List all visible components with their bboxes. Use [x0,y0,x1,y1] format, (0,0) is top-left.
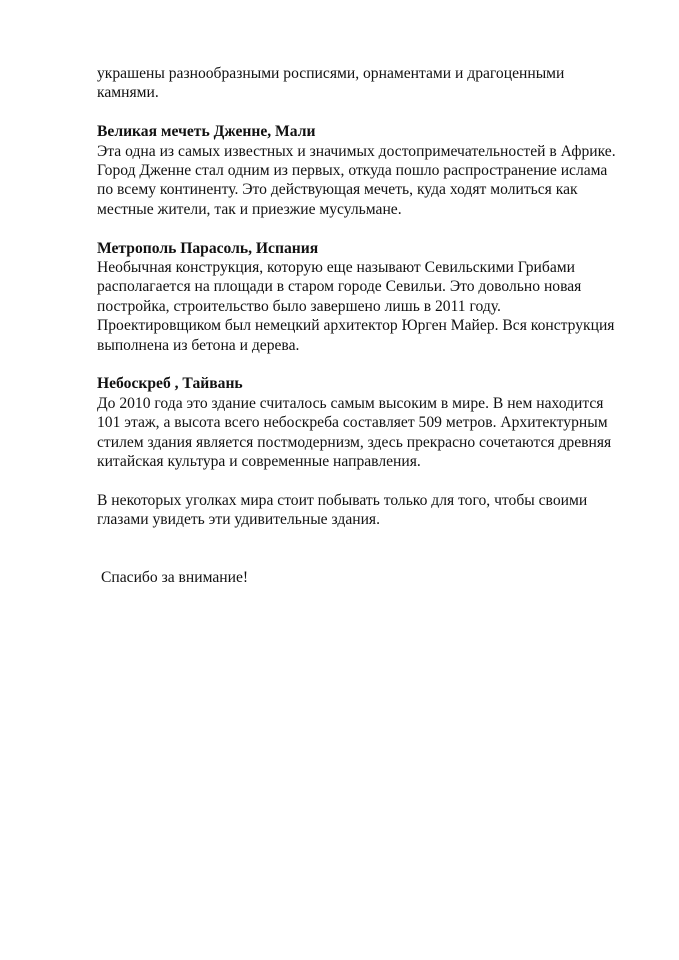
section-line: Эта одна из самых известных и значимых достопримечательностей в Африке. [97,142,616,160]
section-line: стилем здания является постмодернизм, здесь прекрасно сочетаются древняя [97,433,612,451]
spacer [97,549,642,568]
conclusion-paragraph [97,491,642,530]
section-line: Проектировщиком был немецкий архитектор Юрген Майер. Вся конструкция [97,317,615,335]
intro-line: камнями. [97,84,159,102]
spacer [97,103,642,122]
section-djenne [97,122,642,219]
spacer [97,355,642,374]
section-taipei-skyscraper [97,374,642,471]
intro-paragraph [97,64,642,103]
section-line: по всему континенту. Это действующая мечеть, куда ходят молиться как [97,181,578,199]
spacer [97,219,642,238]
section-line: 101 этаж, а высота всего небоскреба составляет 509 метров. Архитектурным [97,414,608,432]
section-line: выполнена из бетона и дерева. [97,336,300,354]
spacer [97,530,642,549]
section-line: располагается на площади в старом городе Севильи. Это довольно новая [97,278,582,296]
document-page [97,64,642,588]
section-title: Метрополь Парасоль, Испания [97,239,319,257]
section-line: До 2010 года это здание считалось самым высоким в мире. В нем находится [97,394,604,412]
section-line: местные жители, так и приезжие мусульмане. [97,200,402,218]
section-line: Необычная конструкция, которую еще называют Севильскими Грибами [97,259,575,277]
section-line: Город Дженне стал одним из первых, откуда пошло распространение ислама [97,162,608,180]
section-title: Небоскреб , Тайвань [97,375,243,393]
section-metropol-parasol [97,239,642,355]
conclusion-line: В некоторых уголках мира стоит побывать только для того, чтобы своими [97,491,588,509]
section-line: постройка, строительство было завершено лишь в 2011 году. [97,297,501,315]
conclusion-line: глазами увидеть эти удивительные здания. [97,511,381,529]
spacer [97,471,642,490]
intro-line: украшены разнообразными росписями, орнаментами и драгоценными [97,65,565,82]
closing-text: Спасибо за внимание! [101,569,249,587]
section-line: китайская культура и современные направления. [97,453,421,471]
section-title: Великая мечеть Дженне, Мали [97,123,316,141]
